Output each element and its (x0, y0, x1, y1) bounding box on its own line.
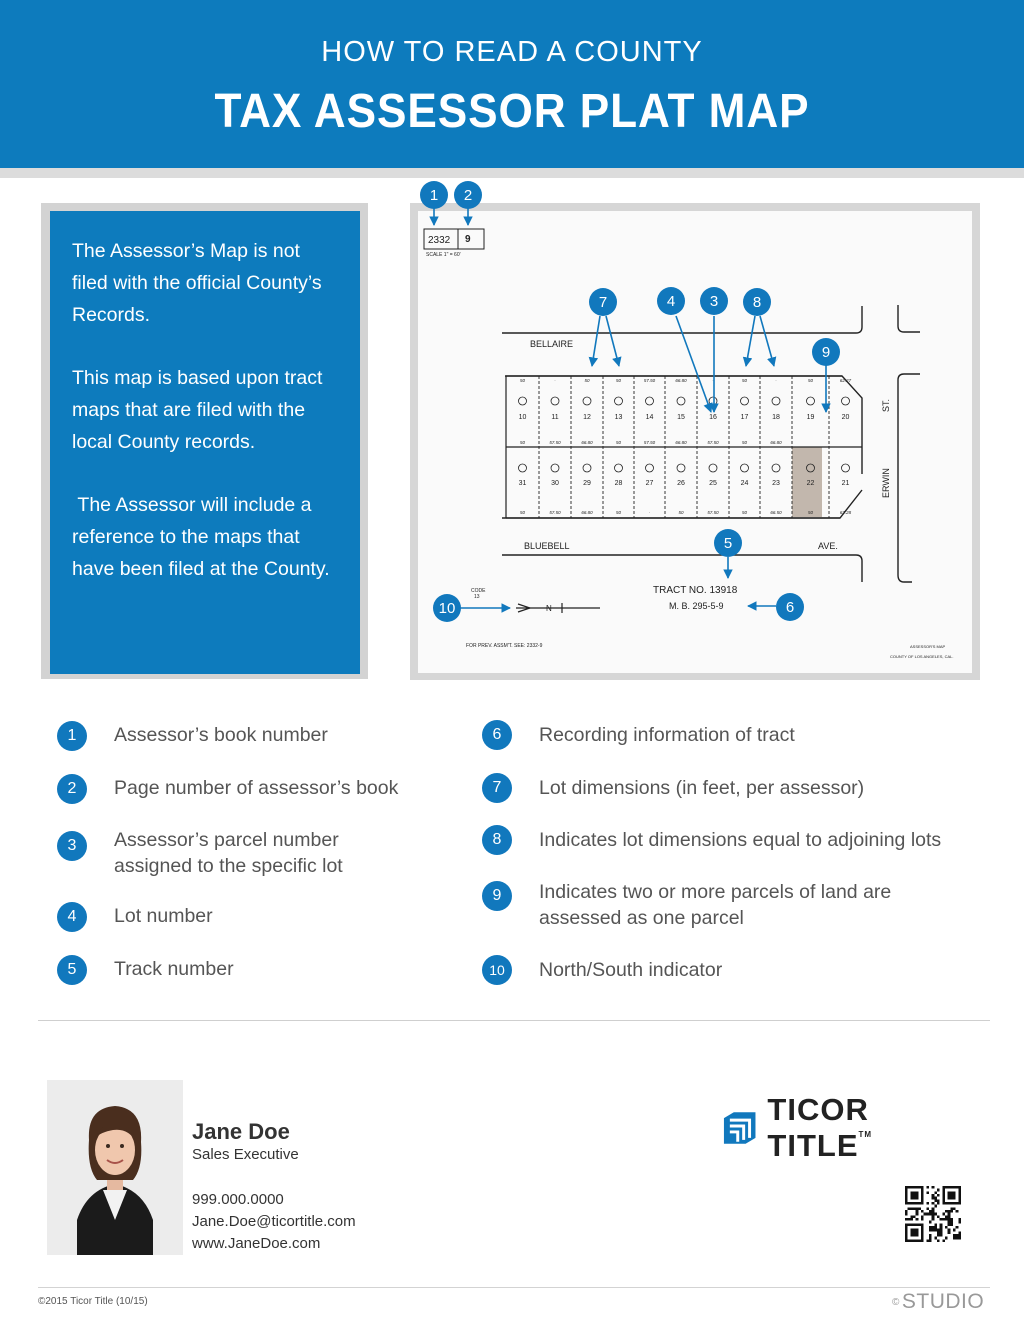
legend-number: 2 (57, 774, 87, 804)
lot-dimension: 50 (741, 510, 748, 515)
parcel-circle (583, 397, 591, 405)
lot-number: 11 (551, 414, 559, 421)
lot-number: 25 (709, 480, 717, 487)
lot-number: 20 (841, 414, 850, 421)
svg-text:6: 6 (785, 599, 795, 616)
legend-text: Track number (114, 958, 234, 980)
legend-text: Assessor’s book number (114, 724, 328, 746)
lot-dimension: 66.80 (675, 440, 687, 445)
svg-text:4: 4 (666, 293, 676, 310)
page-title: TAX ASSESSOR PLAT MAP (214, 85, 810, 138)
lot-number: 15 (677, 414, 685, 421)
svg-text:10: 10 (438, 600, 456, 617)
svg-text:8: 8 (752, 294, 762, 311)
svg-text:2: 2 (463, 187, 473, 204)
lot-number: 28 (614, 480, 623, 487)
street-ave: AVE. (818, 541, 838, 551)
plat-map (410, 170, 990, 685)
lot-number: 14 (645, 414, 654, 421)
legend-item-7 (482, 773, 864, 803)
parcel-circle (772, 397, 780, 405)
lot-grid (506, 376, 862, 518)
lot-dimension: 50 (519, 510, 526, 515)
callout-10 (433, 594, 461, 622)
lot-number: 18 (772, 414, 780, 421)
legend-item-1 (57, 721, 328, 751)
lot-dimension: 66.80 (675, 378, 687, 383)
lot-number: 10 (518, 414, 527, 421)
ticor-title-logo (720, 1092, 980, 1163)
parcel-circle (807, 397, 815, 405)
lot-dimension: · (775, 378, 777, 383)
page-number: 9 (465, 234, 471, 245)
lot-number: 19 (806, 414, 815, 421)
legend-text: Page number of assessor’s book (114, 777, 399, 799)
lot-number: 23 (772, 480, 780, 487)
lot-dimension: 57.50 (549, 440, 561, 445)
lot-dimension: 50 (615, 510, 622, 515)
parcel-circle (709, 397, 717, 405)
lot-dimension: 50 (741, 440, 748, 445)
legend-text: Lot dimensions (in feet, per assessor) (539, 777, 865, 799)
info-paragraph: This map is based upon tract maps that are filed with the local County records. (72, 367, 323, 453)
lot-dimension: 66.80 (770, 440, 782, 445)
lot-dimension: 50 (807, 510, 814, 515)
legend-text: Indicates two or more parcels of land are assessed as one parcel (539, 881, 892, 929)
lot-dimension: 50 (615, 378, 622, 383)
footer-copyright: ©2015 Ticor Title (10/15) (38, 1296, 148, 1307)
agent-phone[interactable]: 999.000.0000 (192, 1191, 284, 1208)
parcel-circle (519, 397, 527, 405)
parcel-circle (842, 397, 850, 405)
lot-dimension: 50 (615, 440, 622, 445)
lot-dimension: 50 (519, 440, 526, 445)
ticor-logo-text: TICOR TITLE™ (767, 1092, 873, 1163)
lot-dimension: · (712, 378, 714, 383)
street-bellaire: BELLAIRE (530, 339, 574, 349)
callout-5 (714, 529, 742, 557)
callout-arrows (434, 208, 826, 608)
legend-item-8 (482, 825, 941, 855)
qr-code[interactable] (905, 1186, 961, 1242)
callout-6 (776, 593, 804, 621)
parcel-circle (709, 464, 717, 472)
lot-number: 27 (645, 480, 654, 487)
agent-photo (47, 1080, 183, 1255)
svg-text:7: 7 (598, 294, 608, 311)
legend-number: 9 (482, 881, 512, 911)
callout-9 (812, 338, 840, 366)
callout-7 (589, 288, 617, 316)
lot-number: 12 (583, 414, 591, 421)
lot-dimension: 50 (678, 510, 684, 515)
legend-text: Indicates lot dimensions equal to adjoining lots (539, 829, 942, 851)
lot-dimension: 62.28 (839, 510, 852, 515)
parcel-circle (842, 464, 850, 472)
code-label: CODE (471, 588, 486, 594)
page-subtitle: HOW TO READ A COUNTY (321, 36, 703, 68)
ticor-logo-icon (720, 1108, 759, 1148)
agent-contact (192, 1189, 356, 1255)
lot-number: 17 (740, 414, 749, 421)
lot-number: 31 (518, 480, 527, 487)
svg-text:9: 9 (821, 344, 831, 361)
legend-text: Recording information of tract (539, 724, 795, 746)
street-bluebell: BLUEBELL (524, 541, 570, 551)
legend-number: 3 (57, 831, 87, 861)
legend-text: Lot number (114, 905, 213, 927)
lot-dimension: 57.50 (643, 378, 656, 383)
county-note-2: COUNTY OF LOS ANGELES, CAL. (890, 654, 954, 659)
street-st: ST. (881, 398, 891, 412)
lot-number: 30 (551, 480, 559, 487)
callout-badges (420, 181, 840, 622)
legend-number: 5 (57, 955, 87, 985)
lot-dimension: 50 (741, 378, 748, 383)
section-divider (38, 1020, 990, 1021)
agent-website[interactable]: www.JaneDoe.com (192, 1235, 321, 1252)
callout-4 (657, 287, 685, 315)
parcel-circle (519, 464, 527, 472)
street-erwin: ERWIN (881, 468, 891, 498)
book-number: 2332 (428, 235, 451, 246)
info-box (41, 203, 368, 679)
svg-text:1: 1 (429, 187, 439, 204)
lot-dimension: 50 (519, 378, 526, 383)
parcel-circle (615, 397, 623, 405)
legend-text: North/South indicator (539, 959, 723, 981)
agent-name: Jane Doe (192, 1119, 290, 1144)
lot-number: 21 (841, 480, 850, 487)
callout-3 (700, 287, 728, 315)
lot-dimension: 50 (807, 378, 814, 383)
parcel-circle (741, 397, 749, 405)
parcel-circle (646, 397, 654, 405)
code-value: 13 (474, 594, 480, 600)
callout-8 (743, 288, 771, 316)
tract-number: TRACT NO. 13918 (653, 585, 738, 596)
callout-1 (420, 181, 448, 209)
lot-dimension: 57.50 (707, 510, 719, 515)
parcel-circle (583, 464, 591, 472)
legend-number: 4 (57, 902, 87, 932)
lot-number: 16 (709, 414, 717, 421)
legend-number: 8 (482, 825, 512, 855)
lot-number: 22 (806, 480, 815, 487)
parcel-circle (551, 397, 559, 405)
info-paragraph: The Assessor’s Map is not filed with the official County’s Records. (72, 240, 322, 326)
legend-number: 10 (482, 955, 512, 985)
lot-number: 29 (583, 480, 591, 487)
lot-dimension: 66.80 (581, 510, 593, 515)
info-box-content (50, 211, 360, 674)
lot-dimension: 57.50 (643, 440, 656, 445)
parcel-circle (772, 464, 780, 472)
lot-dimension: 57.50 (549, 510, 561, 515)
svg-text:5: 5 (723, 535, 733, 552)
parcel-circle (551, 464, 559, 472)
lot-number: 24 (740, 480, 749, 487)
lot-dimension: · (648, 510, 651, 515)
lot-number: 13 (614, 414, 623, 421)
scale-label: SCALE 1" = 60' (426, 252, 461, 258)
legend-text: Assessor’s parcel number assigned to the specific lot (114, 829, 343, 877)
north-arrow (516, 603, 600, 613)
agent-title: Sales Executive (192, 1146, 299, 1163)
parcel-circle (646, 464, 654, 472)
book-page-box (424, 229, 484, 258)
legend-item-3 (57, 827, 414, 879)
lot-dimension: 62.27 (839, 378, 852, 383)
lot-dimension: 57.50 (707, 440, 719, 445)
agent-email[interactable]: Jane.Doe@ticortitle.com (192, 1213, 356, 1230)
lot-dimension: 66.50 (770, 510, 782, 515)
legend-number: 6 (482, 720, 512, 750)
parcel-circle (677, 397, 685, 405)
info-paragraph: The Assessor will include a reference to the maps that have been filed at the County. (72, 494, 330, 580)
legend-item-10 (482, 955, 722, 985)
legend-item-6 (482, 720, 795, 750)
lot-dimension: 66.80 (581, 440, 593, 445)
footer-divider (38, 1287, 990, 1288)
lot-number: 26 (677, 480, 685, 487)
parcel-circle (741, 464, 749, 472)
legend-item-2 (57, 774, 398, 804)
legend-number: 1 (57, 721, 87, 751)
prev-assessment-note: FOR PREV. ASSM'T. SEE: 2332-9 (466, 643, 543, 649)
lot-dimension: 50 (584, 378, 590, 383)
studio-logo: ©STUDIO (892, 1290, 985, 1313)
parcel-circle (615, 464, 623, 472)
legend-item-5 (57, 955, 234, 985)
county-note-1: ASSESSOR'S MAP (910, 644, 946, 649)
legend-item-9 (482, 879, 979, 931)
lot-dimension: · (554, 378, 556, 383)
svg-text:3: 3 (709, 293, 719, 310)
north-label: N (546, 604, 552, 613)
callout-2 (454, 181, 482, 209)
header-banner (0, 0, 1024, 168)
parcel-circle (677, 464, 685, 472)
legend-number: 7 (482, 773, 512, 803)
recording-info: M. B. 295-5-9 (669, 601, 724, 611)
legend-item-4 (57, 902, 213, 932)
